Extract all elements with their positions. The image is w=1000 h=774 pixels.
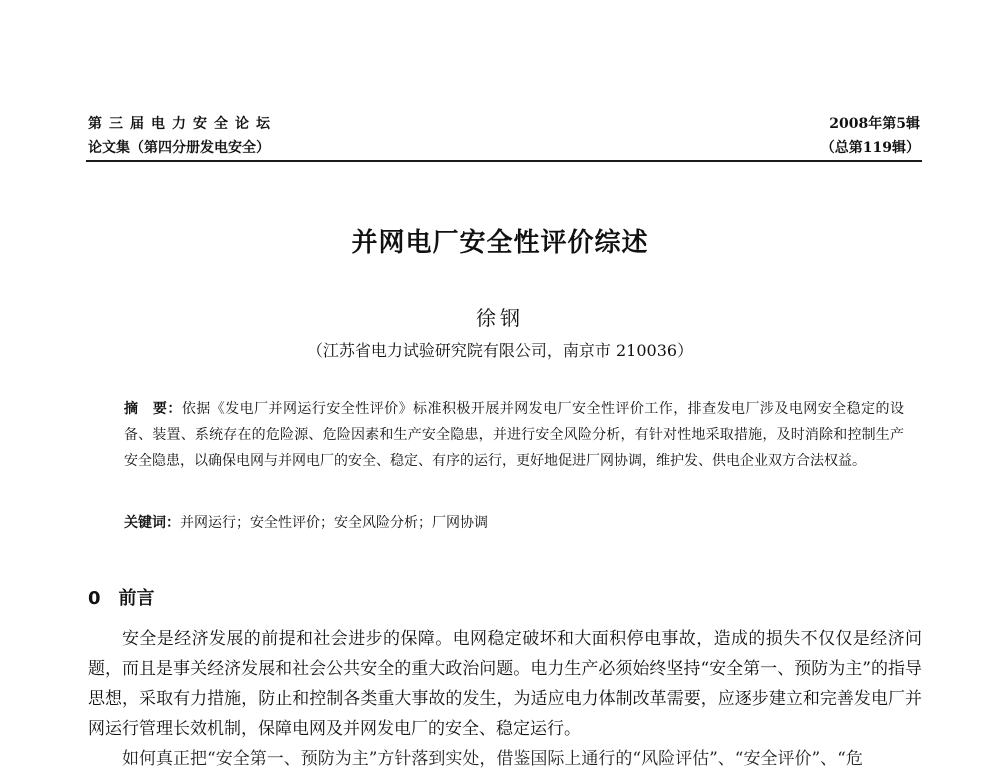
section-title: 前言 xyxy=(118,588,155,609)
author-affiliation: （江苏省电力试验研究院有限公司，南京市 210036） xyxy=(306,341,694,360)
author-name: 徐钢 xyxy=(476,306,524,330)
issue-number: 2008年第5辑 xyxy=(829,116,920,132)
total-issue-number: （总第119辑） xyxy=(820,140,920,156)
forum-name: 第三届电力安全论坛 xyxy=(88,116,277,132)
header-divider xyxy=(86,160,922,162)
keywords-label: 关键词： xyxy=(124,515,180,531)
abstract-label: 摘 要： xyxy=(124,401,182,417)
running-header-right xyxy=(821,112,920,160)
keywords xyxy=(124,510,904,536)
section-number: 0 xyxy=(88,588,101,609)
body-paragraph: 如何真正把“安全第一、预防为主”方针落到实处，借鉴国际上通行的“风险评估”、“安全评价”、“危 xyxy=(122,749,863,769)
running-header-left xyxy=(88,112,277,160)
body-paragraph: 安全是经济发展的前提和社会进步的保障。电网稳定破坏和大面积停电事故，造成的损失不仅仅是经济问题，而且是事关经济发展和社会公共安全的重大政治问题。电力生产必须始终坚持“安全第一、预防为主”的指导思想，采取有力措施，防止和控制各类重大事故的发生，为适应电力体制改革需要，应逐步建立和完善发电厂并网运行管理长效机制，保障电网及并网发电厂的安全、稳定运行。 xyxy=(88,629,922,739)
paper-title: 并网电厂安全性评价综述 xyxy=(351,228,649,258)
keywords-text: 并网运行；安全性评价；安全风险分析；厂网协调 xyxy=(180,515,488,531)
volume-name: 论文集（第四分册发电安全） xyxy=(88,140,270,156)
abstract xyxy=(124,396,904,474)
body-text xyxy=(88,624,922,774)
abstract-text: 依据《发电厂并网运行安全性评价》标准积极开展并网发电厂安全性评价工作，排查发电厂涉及电网安全稳定的设备、装置、系统存在的危险源、危险因素和生产安全隐患，并进行安全风险分析，有针对性地采取措施，及时消除和控制生产安全隐患，以确保电网与并网电厂的安全、稳定、有序的运行，更好地促进厂网协调，维护发、供电企业双方合法权益。 xyxy=(124,401,904,469)
section-heading xyxy=(88,584,155,610)
